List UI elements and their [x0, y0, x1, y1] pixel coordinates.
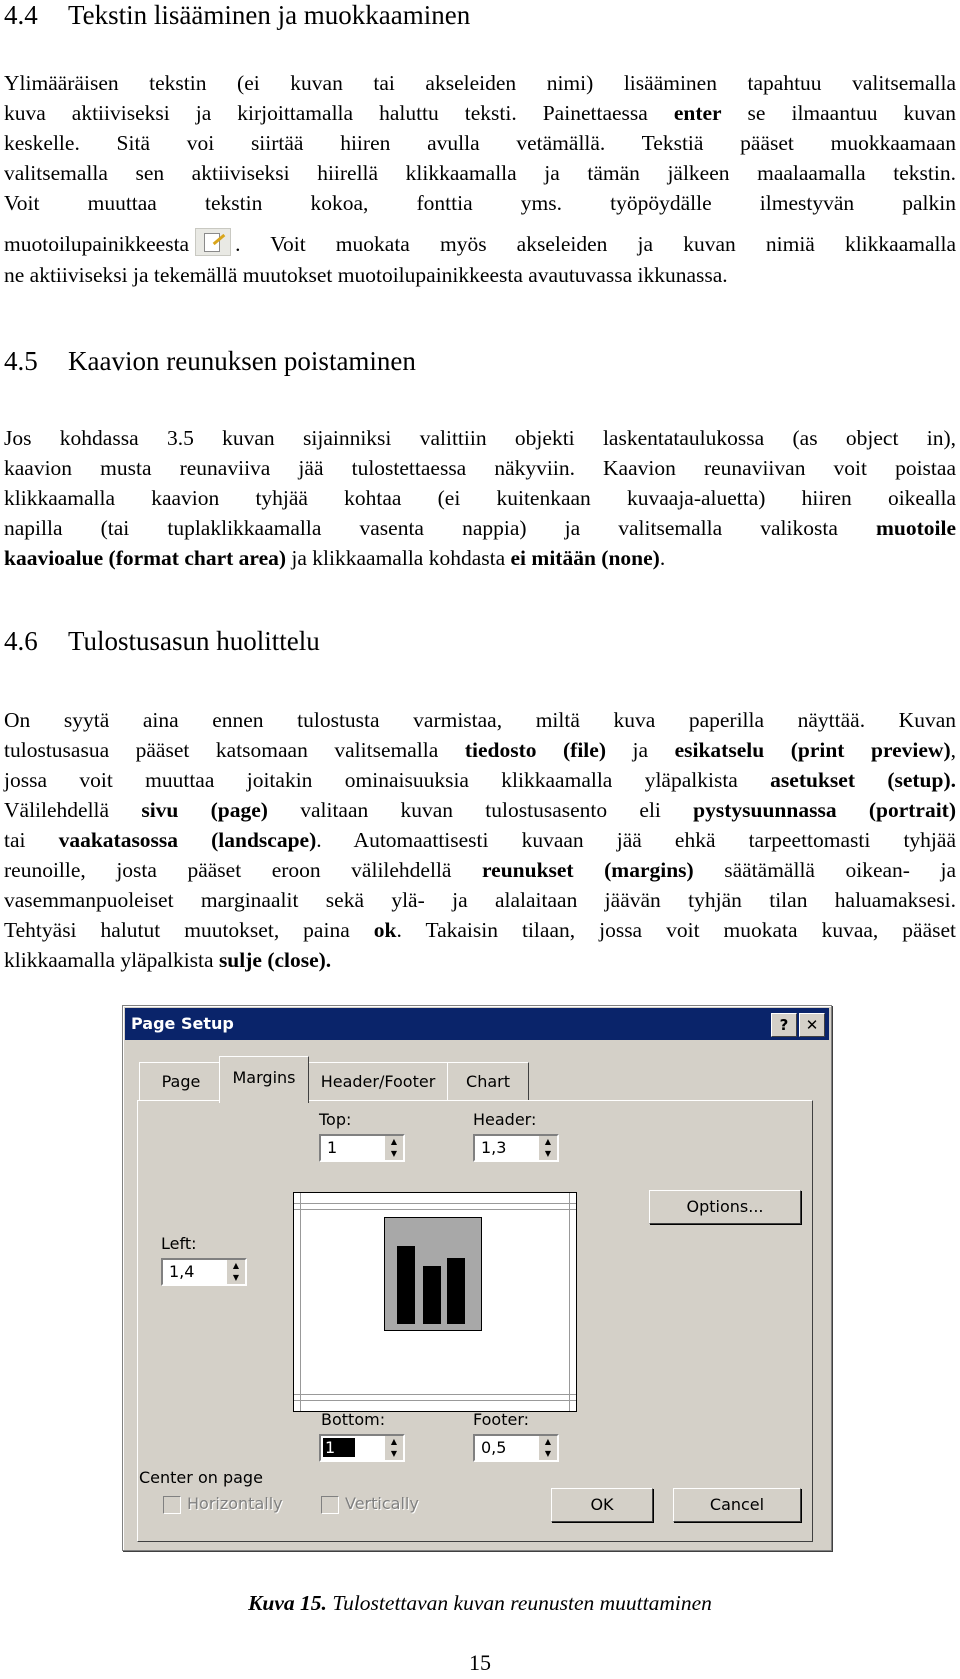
paragraph-line: napilla (tai tuplaklikkaamalla vasenta nappia) ja valitsemalla valikosta muotoile: [4, 516, 956, 540]
header-label: Header:: [473, 1110, 537, 1129]
paragraph-line: klikkaamalla yläpalkista sulje (close).: [4, 948, 332, 972]
section-title: Kaavion reunuksen poistaminen: [68, 346, 416, 376]
horizontally-checkbox[interactable]: [163, 1496, 181, 1514]
figure-caption: [0, 1591, 960, 1616]
paragraph-line: kuva aktiiviseksi ja kirjoittamalla haluttu teksti. Painettaessa enter se ilmaantuu kuvan: [4, 101, 956, 125]
close-button[interactable]: ✕: [799, 1013, 825, 1037]
paragraph-line: Ylimääräisen tekstin (ei kuvan tai akseleiden nimi) lisääminen tapahtuu valitsemalla: [4, 71, 956, 95]
left-spinner[interactable]: 1,4 ▲ ▼: [161, 1258, 247, 1286]
page-setup-dialog: [122, 1005, 832, 1551]
paragraph-line: muotoilupainikkeesta . Voit muokata myös akseleiden ja kuvan nimiä klikkaamalla: [4, 228, 956, 258]
dialog-titlebar: [125, 1008, 829, 1040]
paragraph-line: kaavioalue (format chart area) ja klikkaamalla kohdasta ei mitään (none).: [4, 546, 666, 570]
cancel-button[interactable]: Cancel: [673, 1488, 801, 1522]
spinner-arrows-icon[interactable]: ▲ ▼: [539, 1136, 557, 1160]
caption-label: Kuva 15.: [248, 1591, 327, 1615]
paragraph-line: reunoille, josta pääset eroon välilehdellä reunukset (margins) säätämällä oikean- ja: [4, 858, 956, 882]
section-number: 4.5: [4, 346, 38, 376]
paragraph-line: Tehtyäsi halutut muutokset, paina ok. Takaisin tilaan, jossa voit muokata kuvaa, pääset: [4, 918, 956, 942]
section-number: 4.6: [4, 626, 38, 656]
ok-button[interactable]: OK: [551, 1488, 653, 1522]
margin-preview: [293, 1192, 577, 1412]
vertically-checkbox[interactable]: [321, 1496, 339, 1514]
section-number: 4.4: [4, 0, 38, 30]
paragraph-line: valitsemalla sen aktiiviseksi hiirellä klikkaamalla ja tämän jälkeen maalaamalla tekstin.: [4, 161, 956, 185]
spinner-arrows-icon[interactable]: ▲ ▼: [227, 1260, 245, 1284]
paragraph-line: kaavion musta reunaviiva jää tulostettaessa näkyviin. Kaavion reunaviivan voit poistaa: [4, 456, 956, 480]
help-button[interactable]: ?: [771, 1013, 797, 1037]
tab-margins[interactable]: Margins: [219, 1056, 309, 1103]
paragraph-line: Välilehdellä sivu (page) valitaan kuvan tulostusasento eli pystysuunnassa (portrait): [4, 798, 956, 822]
paragraph-line: tulostusasua pääset katsomaan valitsemalla tiedosto (file) ja esikatselu (print preview),: [4, 738, 956, 762]
horizontally-label: Horizontally: [187, 1494, 283, 1513]
spinner-arrows-icon[interactable]: ▲ ▼: [385, 1136, 403, 1160]
paragraph-line: jossa voit muuttaa joitakin ominaisuuksia klikkaamalla yläpalkista asetukset (setup).: [4, 768, 956, 792]
paragraph-line: vasemmanpuoleiset marginaalit sekä ylä- ja alalaitaan jäävän tyhjän tilan haluamaksesi.: [4, 888, 956, 912]
section-heading-4-5: [4, 346, 416, 377]
top-spinner[interactable]: 1 ▲ ▼: [319, 1134, 405, 1162]
section-heading-4-6: [4, 626, 320, 657]
left-label: Left:: [161, 1234, 197, 1253]
bottom-spinner[interactable]: 1 ▲ ▼: [319, 1434, 405, 1462]
paragraph-line: Voit muuttaa tekstin kokoa, fonttia yms. työpöydälle ilmestyvän palkin: [4, 191, 956, 215]
tab-page[interactable]: Page: [139, 1062, 223, 1101]
tab-header-footer[interactable]: Header/Footer: [307, 1062, 449, 1101]
paragraph-line: Jos kohdassa 3.5 kuvan sijainniksi valittiin objekti laskentataulukossa (as object in),: [4, 426, 956, 450]
section-title: Tekstin lisääminen ja muokkaaminen: [68, 0, 471, 30]
top-label: Top:: [319, 1110, 352, 1129]
section-heading-4-4: [4, 0, 470, 31]
paragraph-line: ne aktiiviseksi ja tekemällä muutokset muotoilupainikkeesta avautuvassa ikkunassa.: [4, 263, 728, 287]
footer-label: Footer:: [473, 1410, 530, 1429]
preview-chart-icon: [384, 1217, 482, 1331]
tab-chart[interactable]: Chart: [447, 1062, 529, 1101]
page-number: 15: [469, 1650, 491, 1675]
bottom-label: Bottom:: [321, 1410, 386, 1429]
header-spinner[interactable]: 1,3 ▲ ▼: [473, 1134, 559, 1162]
options-button[interactable]: Options...: [649, 1190, 801, 1224]
format-button-icon: [195, 228, 231, 256]
paragraph-line: tai vaakatasossa (landscape). Automaattisesti kuvaan jää ehkä tarpeettomasti tyhjää: [4, 828, 956, 852]
paragraph-line: keskelle. Sitä voi siirtää hiiren avulla vetämällä. Tekstiä pääset muokkaamaan: [4, 131, 956, 155]
section-title: Tulostusasun huolittelu: [68, 626, 320, 656]
spinner-arrows-icon[interactable]: ▲ ▼: [539, 1436, 557, 1460]
spinner-arrows-icon[interactable]: ▲ ▼: [385, 1436, 403, 1460]
paragraph-line: On syytä aina ennen tulostusta varmistaa, miltä kuva paperilla näyttää. Kuvan: [4, 708, 956, 732]
caption-text: Tulostettavan kuvan reunusten muuttaminen: [326, 1591, 712, 1615]
vertically-label: Vertically: [345, 1494, 419, 1513]
paragraph-line: klikkaamalla kaavion tyhjää kohtaa (ei kuitenkaan kuvaaja-aluetta) hiiren oikealla: [4, 486, 956, 510]
dialog-title: Page Setup: [131, 1014, 234, 1033]
footer-spinner[interactable]: 0,5 ▲ ▼: [473, 1434, 559, 1462]
center-on-page-label: Center on page: [139, 1468, 263, 1487]
